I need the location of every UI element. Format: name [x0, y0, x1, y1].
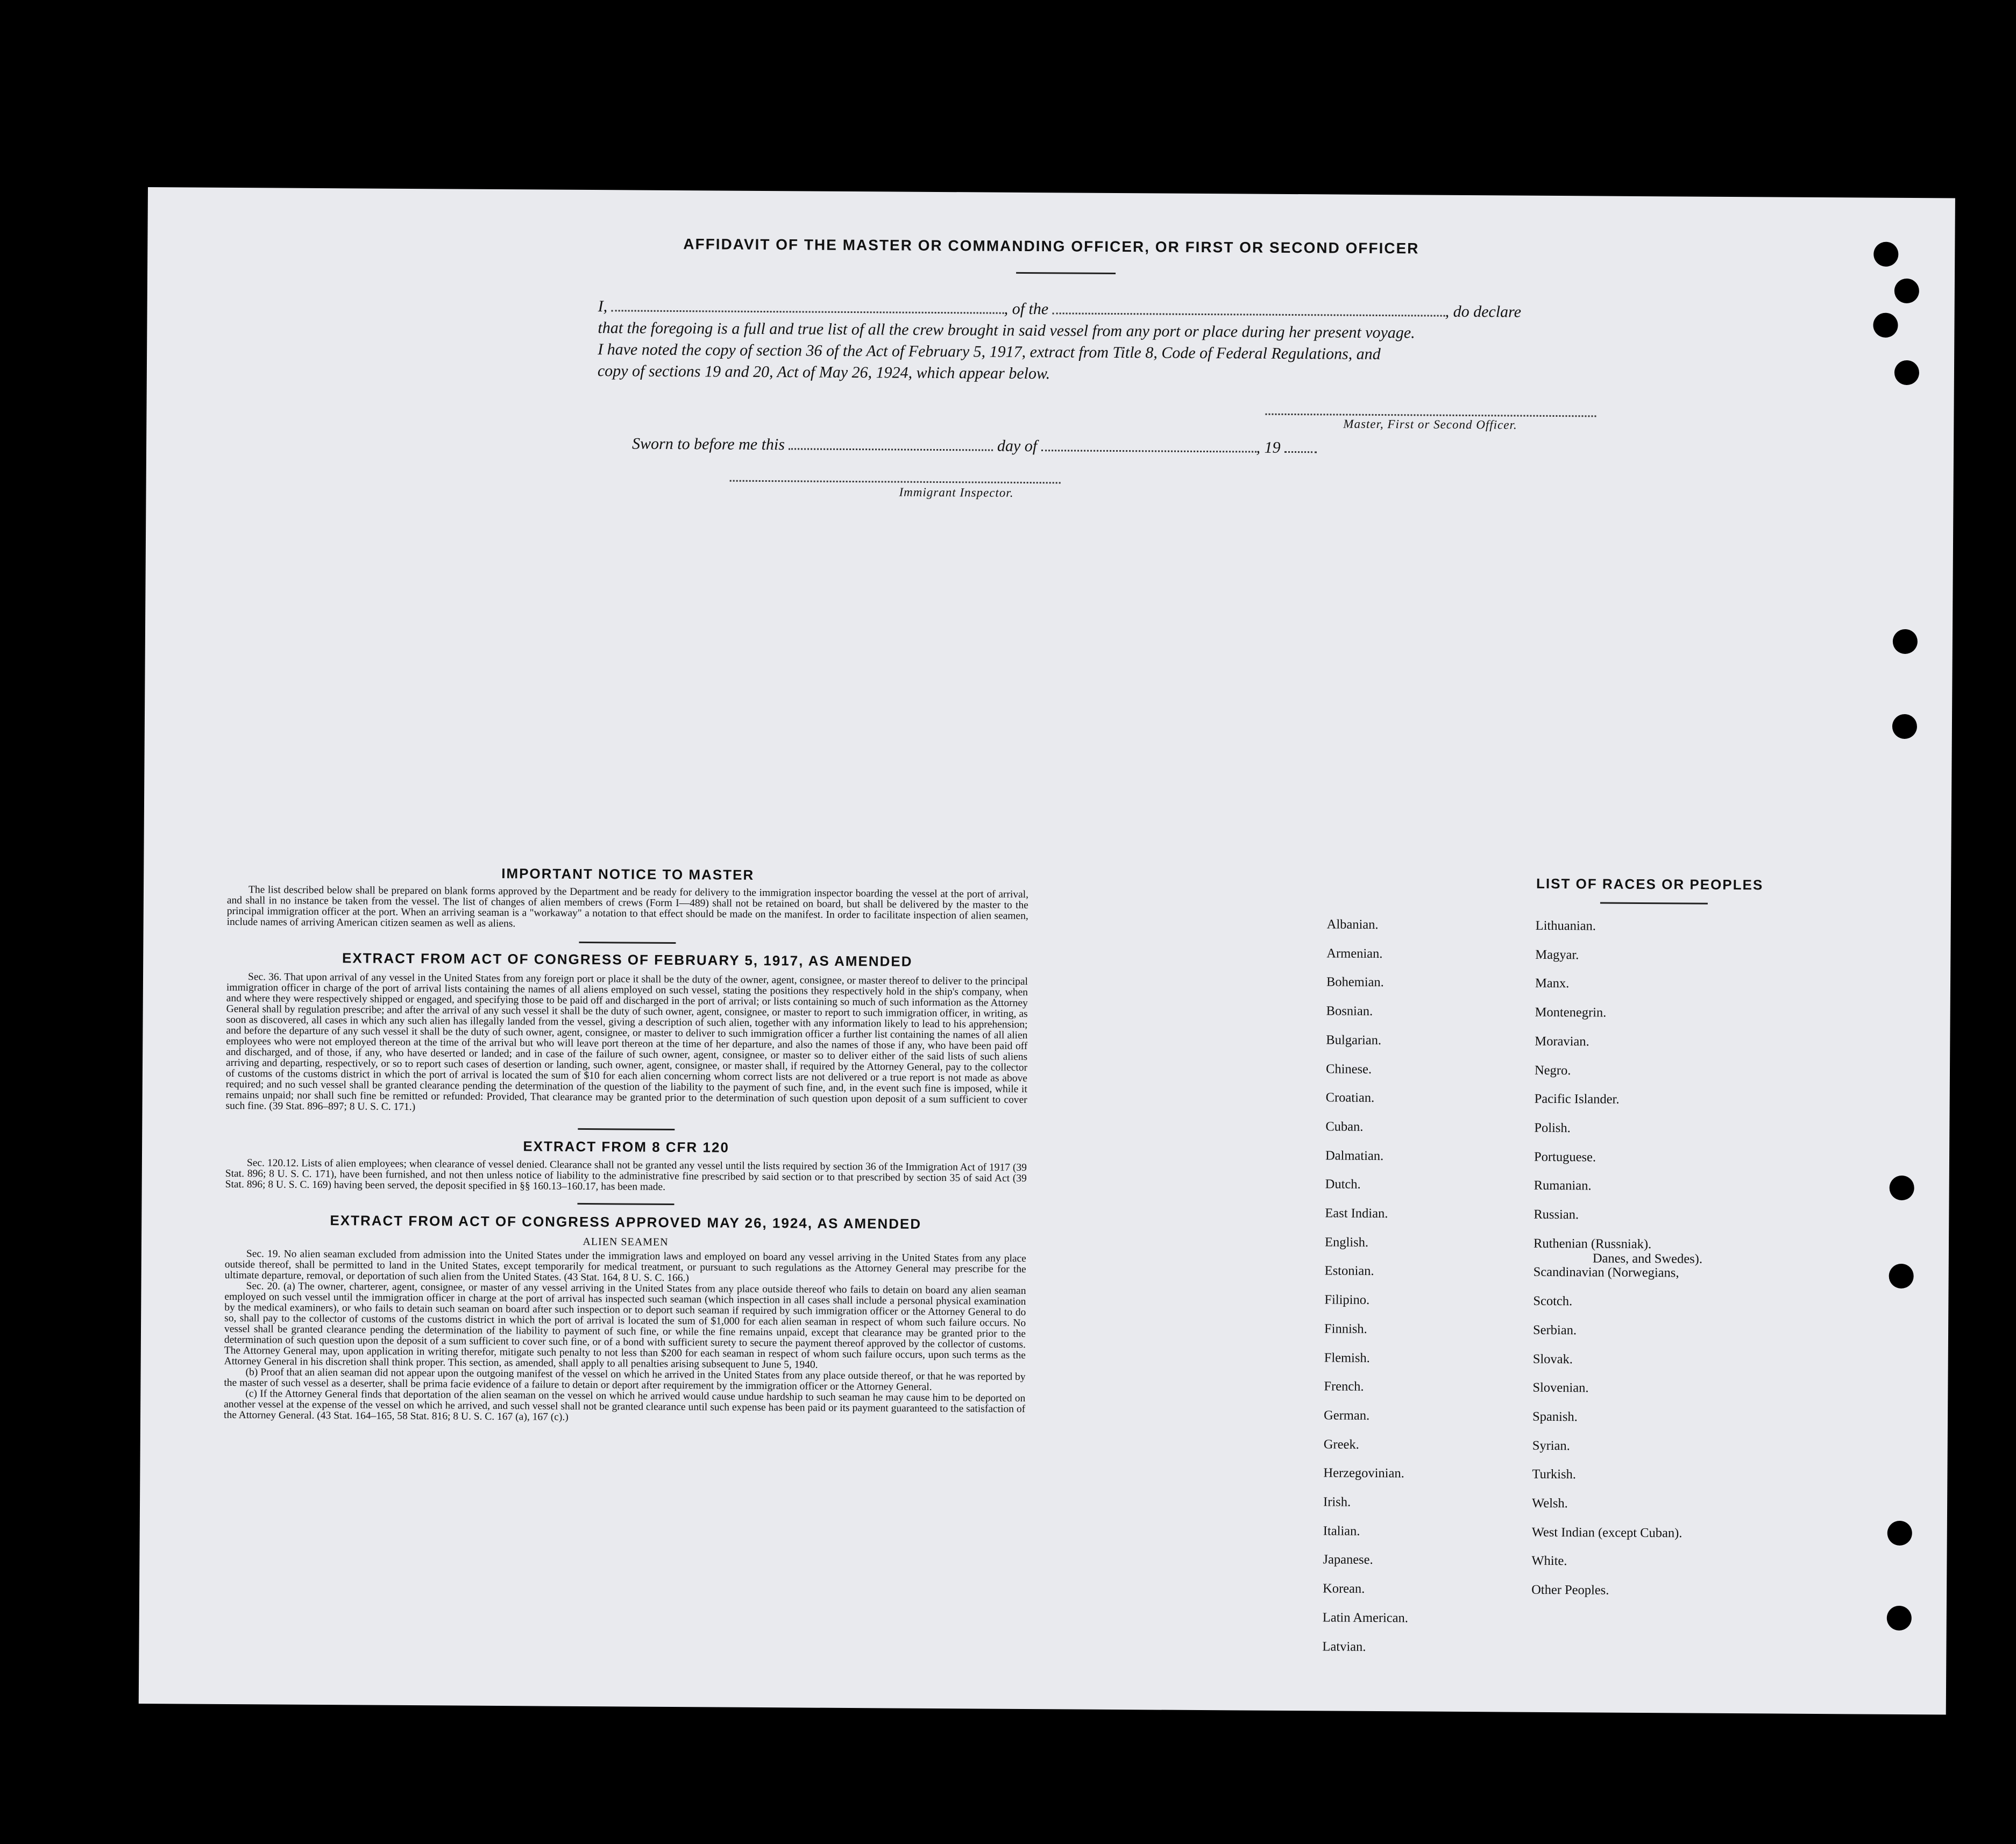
- notice-text: The list described below shall be prepared on blank forms approved by the Department and be ready for delivery to the immigration inspector boarding the vessel at the port of arrival, and shall in no instance be taken from the vessel. The list of changes of alien members of crews (Form I—489) shall not be retained on board, but shall be delivered by the master to the principal immigration officer at the port. When an arriving seaman is a "workaway" a notation to that effect should be made on the manifest. In order to facilitate inspection of alien seamen, include names of arriving American citizen seamen as well as aliens.: [226, 884, 1029, 930]
- race-item: Greek.: [1323, 1436, 1359, 1452]
- title-rule: [1016, 272, 1116, 274]
- race-item: English.: [1324, 1235, 1369, 1250]
- race-item: Croatian.: [1325, 1090, 1375, 1106]
- alien-seamen-subtitle: ALIEN SEAMEN: [583, 1235, 669, 1248]
- race-item: Manx.: [1535, 976, 1570, 991]
- race-item: German.: [1324, 1408, 1370, 1423]
- race-item: Dutch.: [1325, 1177, 1361, 1192]
- vessel-blank[interactable]: [1053, 312, 1445, 316]
- sworn-year: , 19: [1256, 438, 1281, 457]
- race-item: Latvian.: [1322, 1639, 1366, 1654]
- name-blank[interactable]: [612, 309, 1004, 314]
- extract-1917-rule: [578, 1128, 675, 1130]
- binder-hole: [1892, 714, 1917, 739]
- race-item: Armenian.: [1326, 946, 1383, 961]
- inspector-signature-label: Immigrant Inspector.: [899, 485, 1014, 500]
- race-item: Slovak.: [1532, 1351, 1573, 1366]
- sworn-prefix: Sworn to before me this: [632, 435, 785, 454]
- sworn-day-of: day of: [997, 437, 1038, 455]
- extract-cfr-title: EXTRACT FROM 8 CFR 120: [523, 1138, 729, 1156]
- race-item: Montenegrin.: [1535, 1005, 1607, 1020]
- race-item: East Indian.: [1325, 1206, 1388, 1221]
- race-item: Negro.: [1534, 1063, 1571, 1078]
- race-item: Flemish.: [1324, 1350, 1370, 1365]
- race-item: Korean.: [1323, 1581, 1365, 1596]
- race-item: Other Peoples.: [1531, 1582, 1609, 1598]
- affidavit-title: AFFIDAVIT OF THE MASTER OR COMMANDING OFFICER, OR FIRST OR SECOND OFFICER: [683, 236, 1419, 257]
- inspector-signature-line[interactable]: [730, 480, 1061, 484]
- races-rule: [1600, 902, 1708, 905]
- race-item: Lithuanian.: [1535, 918, 1596, 934]
- race-item: Bulgarian.: [1326, 1033, 1382, 1048]
- declaration-line-2: that the foregoing is a full and true list of all the crew brought in said vessel from any port or place during her present voyage.: [598, 319, 1415, 342]
- race-item: Polish.: [1534, 1120, 1571, 1136]
- race-item: Estonian.: [1324, 1263, 1374, 1279]
- race-item: Chinese.: [1325, 1061, 1372, 1077]
- extract-cfr-text: Sec. 120.12. Lists of alien employees; when clearance of vessel denied. Clearance shall not be granted any vessel until the lists required by section 36 of the Immigration Act of 1917 (39 Stat. 896; 8 U. S. C. 171), have been furnished, and not then unless notice of liability to the administrative fine prescribed by said section or to that prescribed by section 35 of said Act (39 Stat. 896; 8 U. S. C. 169) having been served, the deposit specified in §§ 160.13–160.17, has been made.: [225, 1157, 1027, 1193]
- extract-1917-title: EXTRACT FROM ACT OF CONGRESS OF FEBRUARY 5, 1917, AS AMENDED: [342, 950, 913, 970]
- race-item: Syrian.: [1532, 1438, 1570, 1453]
- race-item: Danes, and Swedes).: [1592, 1251, 1703, 1267]
- race-item: Albanian.: [1326, 917, 1379, 932]
- binder-hole: [1887, 1521, 1912, 1546]
- binder-hole: [1887, 1606, 1912, 1631]
- master-signature-label: Master, First or Second Officer.: [1343, 417, 1517, 432]
- race-item: Filipino.: [1324, 1292, 1370, 1308]
- race-item: Slovenian.: [1532, 1380, 1589, 1396]
- declaration-i: I,: [598, 297, 608, 316]
- race-item: Russian.: [1534, 1207, 1579, 1222]
- master-signature-line[interactable]: [1265, 414, 1596, 417]
- race-item: Bosnian.: [1326, 1003, 1373, 1019]
- race-item: Scotch.: [1533, 1293, 1573, 1309]
- race-item: Bohemian.: [1326, 974, 1384, 990]
- extract-1924-title: EXTRACT FROM ACT OF CONGRESS APPROVED MAY 26, 1924, AS AMENDED: [330, 1212, 922, 1232]
- declaration-line-3: I have noted the copy of section 36 of the Act of February 5, 1917, extract from Title 8, Code of Federal Regulations, and: [598, 340, 1381, 364]
- binder-hole: [1889, 1264, 1914, 1288]
- race-item: Latin American.: [1322, 1610, 1409, 1626]
- race-item: Irish.: [1323, 1494, 1351, 1510]
- race-item: Turkish.: [1532, 1467, 1576, 1482]
- binder-hole: [1873, 242, 1898, 267]
- race-item: Herzegovinian.: [1323, 1465, 1404, 1481]
- declaration-line-1: [598, 297, 1522, 321]
- races-title: LIST OF RACES OR PEOPLES: [1536, 875, 1764, 893]
- binder-hole: [1894, 279, 1919, 303]
- race-item: Italian.: [1323, 1523, 1360, 1539]
- race-item: Finnish.: [1324, 1321, 1367, 1336]
- notice-title: IMPORTANT NOTICE TO MASTER: [501, 865, 755, 883]
- binder-hole: [1890, 1176, 1914, 1200]
- sworn-line: [632, 435, 1317, 458]
- declaration-line-4: copy of sections 19 and 20, Act of May 26, 1924, which appear below.: [597, 362, 1050, 383]
- form-sheet: [139, 187, 1955, 1714]
- extract-cfr-rule: [577, 1203, 674, 1205]
- race-item: French.: [1324, 1379, 1364, 1394]
- race-item: Japanese.: [1323, 1552, 1373, 1568]
- declaration-of-the: , of the: [1004, 300, 1049, 318]
- notice-rule: [579, 942, 676, 944]
- race-item: Spanish.: [1532, 1409, 1578, 1425]
- binder-hole: [1893, 629, 1918, 654]
- race-item: West Indian (except Cuban).: [1531, 1525, 1683, 1541]
- race-item: Portuguese.: [1534, 1149, 1596, 1165]
- race-item: Serbian.: [1532, 1322, 1577, 1338]
- race-item: Magyar.: [1535, 947, 1579, 962]
- race-item: Welsh.: [1532, 1496, 1568, 1511]
- binder-hole: [1873, 313, 1898, 338]
- sworn-month-blank[interactable]: [1041, 449, 1257, 452]
- race-item: Dalmatian.: [1325, 1148, 1384, 1163]
- race-item: Scandinavian (Norwegians,: [1533, 1265, 1679, 1280]
- race-item: Cuban.: [1325, 1119, 1364, 1134]
- race-item: Rumanian.: [1534, 1178, 1592, 1193]
- race-item: Pacific Islander.: [1534, 1091, 1620, 1107]
- binder-hole: [1894, 360, 1919, 385]
- sworn-day-blank[interactable]: [789, 447, 993, 451]
- declaration-declare: , do declare: [1445, 302, 1522, 321]
- race-item: White.: [1531, 1554, 1567, 1569]
- extract-1924-text: Sec. 19. No alien seaman excluded from admission into the United States under the immigration laws and employed on board any vessel arriving in the United States from any place outside thereof, shall be permitted to land in the United States, except temporarily for medical treatment, or pursuant to such regulations as the Attorney General may prescribe for the ultimate departure, removal, or deportation of such alien from the United States. (43 Stat. 164, 8 U. S. C. 166.) Sec. 20. (a) The owner, charterer, agent, consignee, or master of any vessel arriving in the United States from any place outside thereof who fails to detain on board any alien seaman employed on such vessel until the immigration officer in charge at the port of arrival has inspected such seaman (which inspection in all cases shall include a personal physical examination by the medical examiners), or who fails to detain such seaman on board after such inspection or to deport such seaman if required by such immigration officer or the Attorney General to do so, shall pay to the collector of customs of the customs district in which the port of arrival is located the sum of $1,000 for each alien seaman in respect of whom such failure occurs. No vessel shall be granted clearance pending the determination of the liability to payment of such fine, or while the fine remains unpaid, except that clearance may be granted prior to the determination of such question upon the deposit of a sum sufficient to cover such fine, or of a bond with sufficient surety to secure the payment thereof approved by the collector of customs. The Attorney General may, upon application in writing therefor, mitigate such penalty to not less than $200 for each seaman in respect of whom such failure occurs, upon such terms as the Attorney General in his discretion shall think proper. This section, as amended, shall apply to all penalties arising subsequent to June 5, 1940. (b) Proof that an alien seaman did not appear upon the outgoing manifest of the vessel on which he arrived in the United States from any place outside thereof, or that he was reported by the master of such vessel as a deserter, shall be prima facie evidence of a failure to detain or deport after requirement by the immigration officer or the Attorney General. (c) If the Attorney General finds that deportation of the alien seaman on the vessel on which he arrived would cause undue hardship to such seaman he may cause him to be deported on another vessel at the expense of the vessel on which he arrived, and such vessel shall not be granted clearance until such expense has been paid or its payment guaranteed to the satisfaction of the Attorney General. (43 Stat. 164–165, 58 Stat. 816; 8 U. S. C. 167 (a), 167 (c).): [223, 1248, 1026, 1423]
- sworn-year-blank[interactable]: [1284, 451, 1317, 453]
- race-item: Ruthenian (Russniak).: [1533, 1236, 1652, 1251]
- race-item: Moravian.: [1535, 1034, 1589, 1049]
- extract-1917-text: Sec. 36. That upon arrival of any vessel in the United States from any foreign port or place it shall be the duty of the owner, agent, consignee, or master thereof to deliver to the principal immigration officer in charge of the port of arrival lists containing the names of all aliens employed on such vessel, stating the positions they respectively hold in the ship's company, when and where they were respectively shipped or engaged, and specifying those to be paid off and discharged in the port of arrival; or lists containing so much of such information as the Attorney General shall by regulation prescribe; and after the arrival of any such vessel it shall be the duty of such owner, agent, consignee, or master to report to such immigration officer, in writing, as soon as discovered, all cases in which any such alien has illegally landed from the vessel, giving a description of such alien, together with any information likely to lead to his apprehension; and before the departure of any such vessel it shall be the duty of such owner, agent, consignee, or master to deliver to such immigration officer a further list containing the names of all alien employees who were not employed thereon at the time of the arrival but who will leave port thereon at the time of her departure, and also the names of those if any, who have been paid off and discharged, and of those, if any, who have deserted or landed; and in case of the failure of such owner, agent, consignee, or master so to deliver either of the said lists of such aliens arriving and departing, respectively, or so to report such cases of desertion or landing, such owner, agent, consignee, or master shall, if required by the Attorney General, pay to the collector of customs of the customs district in which the port of arrival is located the sum of $10 for each alien concerning whom correct lists are not delivered or a true report is not made as above required; and no such vessel shall be granted clearance pending the determination of the question of the liability to the payment of such fine, and, in the event such fine is imposed, while it remains unpaid; nor shall such fine be remitted or refunded: Provided, That clearance may be granted prior to the determination of such question upon deposit of a sum sufficient to cover such fine. (39 Stat. 896–897; 8 U. S. C. 171.): [225, 971, 1028, 1113]
